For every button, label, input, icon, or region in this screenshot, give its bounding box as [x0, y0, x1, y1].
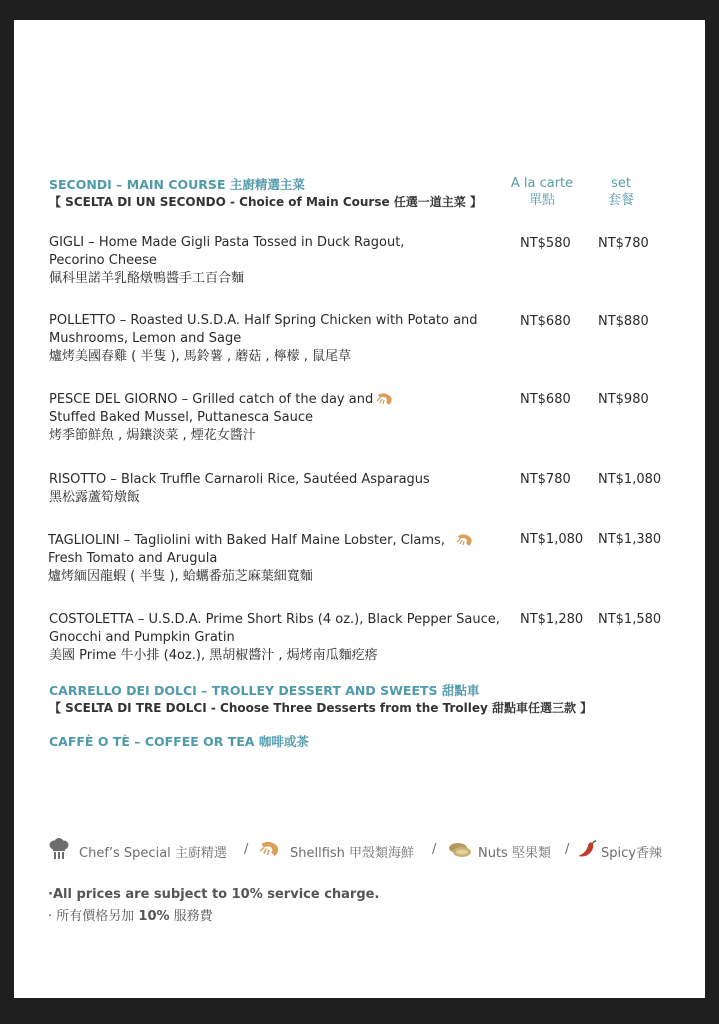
- price-alacarte: NT$1,080: [520, 532, 584, 547]
- menu-item-pesce: [49, 391, 373, 445]
- item-desc-zh: 烤季節鮮魚 , 焗鑲淡菜 , 煙花女醬汁: [49, 428, 256, 443]
- chef-hat-icon: [48, 838, 70, 860]
- legend-separator: /: [244, 842, 249, 857]
- item-desc-zh: 黑松露蘆筍燉飯: [49, 490, 141, 505]
- price-alacarte: NT$580: [520, 236, 571, 251]
- dessert-subtitle: 【 SCELTA DI TRE DOLCI - Choose Three Desserts from the Trolley 甜點車任選三款 】: [49, 701, 593, 715]
- price-set: NT$780: [598, 236, 649, 251]
- menu-item-costoletta: [49, 611, 500, 665]
- note-percent: 10%: [138, 909, 170, 924]
- price-set: NT$1,580: [598, 612, 662, 627]
- price-alacarte: NT$680: [520, 314, 571, 329]
- section-title: SECONDI – MAIN COURSE 主廚精選主菜: [49, 177, 305, 192]
- price-alacarte: NT$780: [520, 472, 571, 487]
- item-desc-zh: 佩科里諾羊乳酪燉鴨醬手工百合麵: [49, 271, 245, 286]
- col-set-label-zh: 套餐: [607, 193, 634, 208]
- nuts-icon: [448, 841, 472, 859]
- legend-nuts-label: Nuts 堅果類: [478, 846, 551, 861]
- shellfish-icon: [456, 533, 474, 549]
- item-desc-zh: 美國 Prime 牛小排 (4oz.), 黑胡椒醬汁 , 焗烤南瓜麵疙瘩: [49, 648, 378, 663]
- legend-shellfish-label: Shellfish 甲殼類海鮮: [290, 846, 415, 861]
- col-alacarte-label-zh: 單點: [528, 193, 555, 208]
- legend-spicy-label: Spicy香辣: [601, 846, 662, 861]
- col-set-header: [596, 175, 646, 209]
- col-alacarte-label: A la carte: [510, 176, 574, 191]
- chili-pepper-icon: [576, 840, 598, 860]
- item-desc: Gnocchi and Pumpkin Gratin: [49, 630, 235, 645]
- item-desc: COSTOLETTA – U.S.D.A. Prime Short Ribs (4 oz.), Black Pepper Sauce,: [49, 612, 500, 627]
- item-desc: PESCE DEL GIORNO – Grilled catch of the day and: [49, 392, 374, 407]
- item-desc: POLLETTO – Roasted U.S.D.A. Half Spring Chicken with Potato and: [49, 313, 478, 328]
- note-text: · 所有價格另加: [48, 909, 139, 924]
- price-set: NT$880: [598, 314, 649, 329]
- menu-item-risotto: [49, 471, 430, 507]
- item-desc: GIGLI – Home Made Gigli Pasta Tossed in Duck Ragout,: [49, 235, 405, 250]
- service-charge-note-zh: [48, 905, 213, 924]
- item-desc-zh: 爐烤美國春雞 ( 半隻 ), 馬鈴薯 , 蘑菇 , 檸檬 , 鼠尾草: [49, 349, 351, 364]
- col-alacarte-header: [502, 175, 582, 209]
- menu-item-polletto: [49, 312, 478, 366]
- menu-item-tagliolini: [48, 532, 445, 586]
- legend-chef-label: Chef’s Special 主廚精選: [79, 846, 227, 861]
- price-set: NT$1,080: [598, 472, 662, 487]
- note-text: 服務費: [169, 909, 213, 924]
- item-desc: TAGLIOLINI – Tagliolini with Baked Half Maine Lobster, Clams,: [48, 533, 445, 548]
- legend-separator: /: [432, 842, 437, 857]
- price-set: NT$1,380: [598, 532, 662, 547]
- dessert-title: CARRELLO DEI DOLCI – TROLLEY DESSERT AND SWEETS 甜點車: [49, 683, 480, 698]
- service-charge-note: ·All prices are subject to 10% service charge.: [48, 887, 380, 902]
- section-subtitle: 【 SCELTA DI UN SECONDO - Choice of Main Course 任選一道主菜 】: [49, 195, 482, 209]
- menu-page: [14, 20, 705, 998]
- price-alacarte: NT$680: [520, 392, 571, 407]
- price-set: NT$980: [598, 392, 649, 407]
- col-set-label: set: [611, 176, 631, 191]
- price-alacarte: NT$1,280: [520, 612, 584, 627]
- menu-item-gigli: [49, 234, 404, 288]
- item-desc: Stuffed Baked Mussel, Puttanesca Sauce: [49, 410, 314, 425]
- coffee-title: CAFFÈ O TÈ – COFFEE OR TEA 咖啡或茶: [49, 734, 309, 749]
- item-desc: RISOTTO – Black Truffle Carnaroli Rice, Sautéed Asparagus: [49, 472, 430, 487]
- item-desc-zh: 爐烤緬因龍蝦 ( 半隻 ), 蛤蠣番茄芝麻葉細寬麵: [48, 569, 313, 584]
- item-desc: Fresh Tomato and Arugula: [48, 551, 218, 566]
- item-desc: Pecorino Cheese: [49, 253, 157, 268]
- legend-separator: /: [565, 842, 570, 857]
- shellfish-icon: [259, 840, 281, 860]
- shellfish-icon: [376, 392, 394, 408]
- item-desc: Mushrooms, Lemon and Sage: [49, 331, 242, 346]
